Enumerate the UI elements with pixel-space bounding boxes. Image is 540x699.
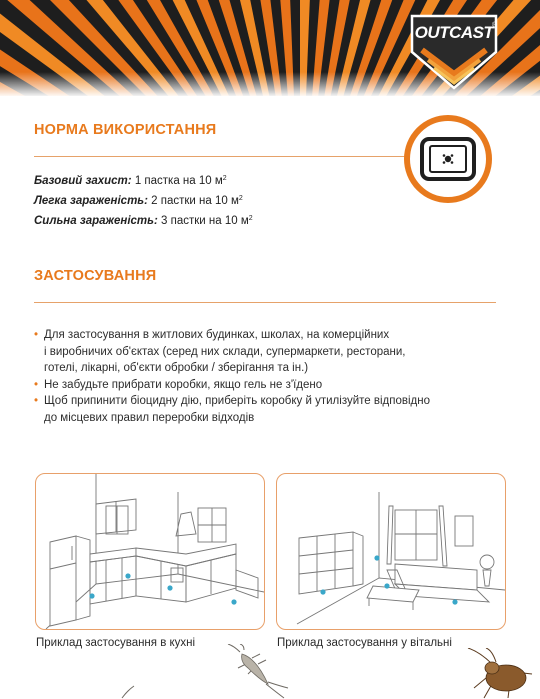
- insect-leg-fragment: [120, 684, 140, 699]
- bullet-item: [34, 327, 504, 377]
- kitchen-caption: Приклад застосування в кухні: [36, 637, 196, 649]
- bait-station-badge: [404, 115, 492, 203]
- unit-superscript: 2: [222, 175, 227, 182]
- application-bullets: [34, 327, 504, 426]
- usage-line-heavy: [34, 210, 253, 230]
- unit-superscript: 2: [248, 215, 253, 222]
- bullet-line: готелі, лікарні, об'єкти обробки / зберігання та ін.): [44, 362, 309, 374]
- bullet-line: • Для застосування в житлових будинках, школах, на комерційних: [44, 329, 390, 341]
- silverfish-icon: [226, 644, 290, 699]
- bullet-line: до місцевих правил переробки відходів: [44, 411, 255, 424]
- bullet-line: • Щоб припинити біоцидну дію, приберіть коробку й утилізуйте відповідно: [44, 395, 430, 407]
- usage-line-value: 2 пастки на 10 м: [151, 195, 239, 207]
- bait-station-icon: [404, 115, 492, 203]
- cockroach-icon: [462, 648, 540, 699]
- usage-rate-title: НОРМА ВИКОРИСТАННЯ: [34, 122, 217, 138]
- bullet-item: [34, 393, 504, 426]
- application-divider: [34, 302, 496, 303]
- usage-line-label: Базовий захист:: [34, 175, 132, 187]
- living-room-caption: Приклад застосування у вітальні: [277, 637, 452, 649]
- unit-superscript: 2: [238, 195, 243, 202]
- outcast-logo: [408, 12, 500, 92]
- bullet-item: [34, 377, 504, 394]
- usage-rate-list: [34, 170, 253, 230]
- usage-line-value: 3 пастки на 10 м: [161, 215, 249, 227]
- usage-line-label: Сильна зараженість:: [34, 215, 158, 227]
- application-title: ЗАСТОСУВАННЯ: [34, 268, 157, 284]
- kitchen-example-card: [35, 473, 265, 630]
- living-room-example-card: [276, 473, 506, 630]
- bullet-line: і виробничих об'єктах (серед них склади, супермаркети, ресторани,: [44, 345, 406, 358]
- usage-line-label: Легка зараженість:: [34, 195, 148, 207]
- usage-line-value: 1 пастка на 10 м: [134, 175, 223, 187]
- living-room-illustration: [277, 474, 505, 629]
- logo-text: OUTCAST: [414, 23, 494, 42]
- bullet-line: • Не забудьте прибрати коробки, якщо гель не з'їдено: [44, 378, 323, 391]
- registered-mark: ®: [492, 22, 498, 29]
- kitchen-illustration: [36, 474, 264, 629]
- usage-line-light: [34, 190, 253, 210]
- usage-rate-divider: [34, 156, 406, 157]
- header-banner: [0, 0, 540, 96]
- usage-line-basic: [34, 170, 253, 190]
